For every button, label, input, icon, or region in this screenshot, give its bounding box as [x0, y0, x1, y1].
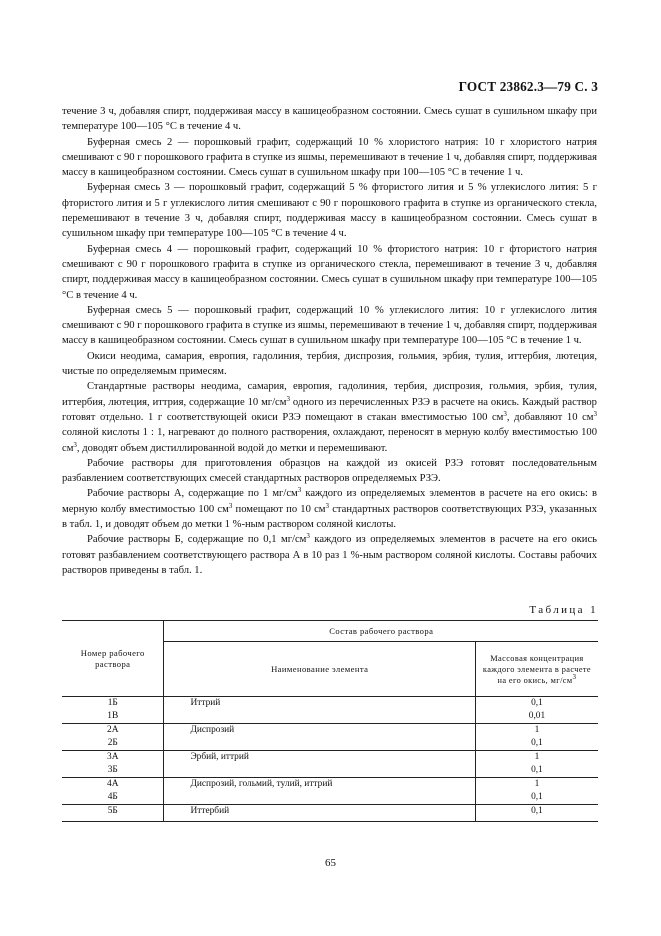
table-caption: Таблица 1 — [529, 604, 598, 616]
row-number: 2А 2Б — [62, 724, 164, 751]
header-composition: Состав рабочего раствора — [164, 621, 598, 642]
header-number: Номер рабочего раствора — [62, 621, 164, 697]
row-number: 1Б 1В — [62, 697, 164, 724]
paragraph: Буферная смесь 4 — порошковый графит, содержащий 10 % фтористого натрия: 10 г фтористого натрия смешивают с 90 г порошкового графита в ступке из органического стекла, перемешивают в течение 3 ч, добавляя спирт, поддерживая массу в кашицеобразном состоянии. Смесь сушат в сушильном шкафу при температуре 100—105 °С в течение 4 ч. — [62, 243, 597, 301]
paragraph-solutions-a: Рабочие растворы А, содержащие по 1 $мг/см^3$ каждого из определяемых элементов в расчете на его окись: в мерную колбу вместимостью 100 $см^3$ помещают по 10 $см^3$ стандартных растворов соответствующих РЗЭ, указанных в табл. 1, и доводят объем до метки 1 %-ным раствором соляной кислоты. — [62, 486, 597, 531]
header-concentration: Массовая концентрация каждого элемента в расчете на его окись, $мг/см^3$ — [482, 653, 592, 685]
paragraph: Окиси неодима, самария, европия, гадолиния, тербия, диспрозия, гольмия, эрбия, тулия, иттербия, лютеция, чистые по определяемым примесям. — [62, 350, 597, 378]
paragraph: Буферная смесь 3 — порошковый графит, содержащий 5 % фтористого лития и 5 % углекислого лития: 5 г фтористого лития и 5 г углекислого лития смешивают с 90 г порошкового графита в ступке из органического стекла, перемешивают в течение 3 ч, добавляя спирт, поддерживая массу в кашицеобразном состоянии. Смесь сушат в сушильном шкафу при температуре 100—105 °С в течение 4 ч. — [62, 182, 597, 240]
header-element-name: Наименование элемента — [164, 642, 475, 697]
row-value: 0,1 — [475, 805, 598, 822]
row-number: 4А 4Б — [62, 778, 164, 805]
paragraph: Рабочие растворы для приготовления образцов на каждой из окисей РЗЭ готовят последовательным разбавлением соответствующих смесей стандартных растворов определяемых РЗЭ. — [62, 457, 597, 485]
row-value: 1 0,1 — [475, 724, 598, 751]
row-element: Иттербий — [164, 805, 475, 822]
paragraph: течение 3 ч, добавляя спирт, поддерживая массу в кашицеобразном состоянии. Смесь сушат в сушильном шкафу при температуре 100—105 °С в течение 4 ч. — [62, 106, 597, 133]
row-number: 3А 3Б — [62, 751, 164, 778]
row-element: Диспрозий, гольмий, тулий, иттрий — [164, 778, 475, 805]
composition-table — [62, 620, 598, 822]
row-number: 5Б — [62, 805, 164, 822]
row-value: 0,1 0,01 — [475, 697, 598, 724]
body-text — [62, 104, 597, 578]
row-element: Иттрий — [164, 697, 475, 724]
paragraph: Буферная смесь 5 — порошковый графит, содержащий 10 % углекислого лития: 10 г углекислого лития смешивают с 90 г порошкового графита в ступке из яшмы, перемешивают в течение 1 ч, добавляя спирт, поддерживая массу в кашицеобразном состоянии. Смесь сушат в сушильном шкафу при температуре 100—105 °С в течение 1 ч. — [62, 304, 597, 347]
row-element: Эрбий, иттрий — [164, 751, 475, 778]
page-number: 65 — [325, 857, 336, 869]
paragraph: Буферная смесь 2 — порошковый графит, содержащий 10 % хлористого натрия: 10 г хлористого натрия смешивают с 90 г порошкового графита в ступке из яшмы, перемешивают в течение 1 ч, добавляя спирт, поддерживая массу в кашицеобразном состоянии. Смесь сушат в сушильном шкафу при 100—105 °С в течение 1 ч. — [62, 136, 597, 179]
row-value: 1 0,1 — [475, 751, 598, 778]
page-header: ГОСТ 23862.3—79 С. 3 — [458, 79, 598, 94]
paragraph-solutions-b: Рабочие растворы Б, содержащие по 0,1 $мг/см^3$ каждого из определяемых элементов в расчете на его окись готовят разбавлением соответствующего раствора А в 10 раз 1 %-ным раствором соляной кислоты. Составы рабочих растворов приведены в табл. 1. — [62, 532, 597, 576]
paragraph-standard-solutions: Стандартные растворы неодима, самария, европия, гадолиния, тербия, диспрозия, гольмия, эрбия, тулия, иттербия, лютеция, иттрия, содержащие 10 $мг/см^3$ одного из перечисленных РЗЭ в расчете на окись. Каждый раствор готовят отдельно. 1 г соответствующей окиси РЗЭ помещают в стакан вместимостью 100 $см^3$, добавляют 10 $см^3$ соляной кислоты 1 : 1, нагревают до полного растворения, охлаждают, переносят в мерную колбу вместимостью 100 $см^3$, доводят объем дистиллированной водой до метки и перемешивают. — [62, 381, 597, 454]
row-element: Диспрозий — [164, 724, 475, 751]
row-value: 1 0,1 — [475, 778, 598, 805]
